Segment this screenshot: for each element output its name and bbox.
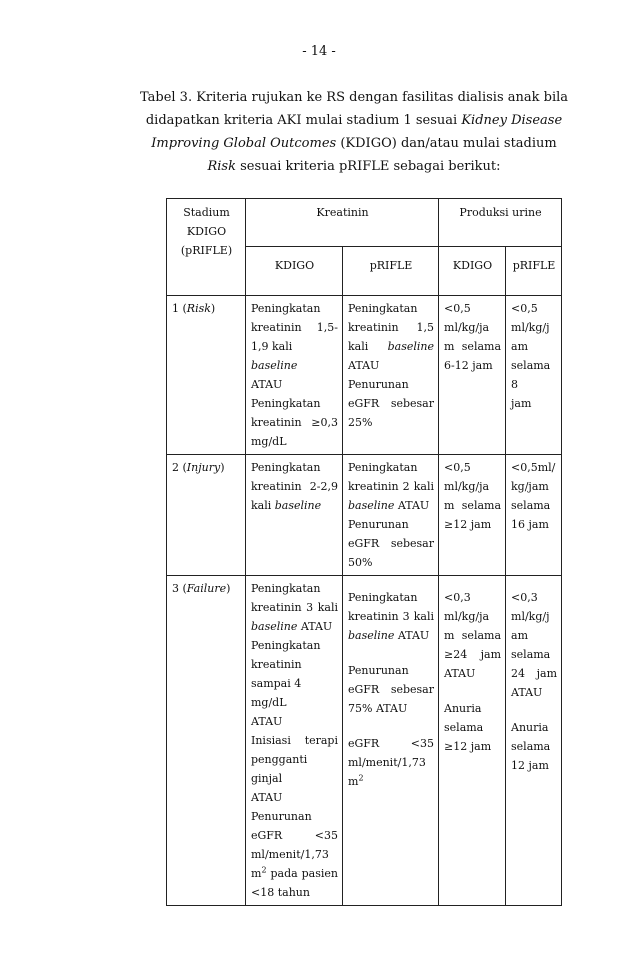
cell-text: ATAU bbox=[297, 620, 333, 633]
cell-line: Peningkatan bbox=[348, 302, 418, 315]
cell-line: m selama bbox=[444, 340, 502, 353]
header-kreatinin: Kreatinin bbox=[246, 199, 439, 247]
kdigo-kreatinin-cell bbox=[246, 296, 343, 455]
cell-line: 6-12 jam bbox=[444, 359, 493, 372]
stage-name: Risk bbox=[186, 302, 211, 315]
cell-line bbox=[348, 496, 434, 515]
cell-line: kg/jam bbox=[511, 480, 549, 493]
cell-line: ≥12 jam bbox=[444, 518, 492, 531]
stage-number: 1 ( bbox=[172, 302, 187, 315]
cell-text: ATAU bbox=[394, 629, 430, 642]
superscript-2: 2 bbox=[358, 773, 364, 783]
stage-number: 3 ( bbox=[172, 582, 187, 595]
cell-line: 16 jam bbox=[511, 518, 549, 531]
cell-line: jam bbox=[511, 397, 532, 410]
superscript-2: 2 bbox=[261, 865, 267, 875]
cell-line: <0,5 bbox=[444, 302, 471, 315]
cell-line: Peningkatan bbox=[251, 461, 321, 474]
spacer bbox=[444, 683, 501, 699]
unit-m: m bbox=[251, 867, 262, 880]
unit-m: m bbox=[348, 775, 359, 788]
cell-text: 1,9 kali bbox=[251, 340, 293, 353]
cell-line: Penurunan bbox=[348, 378, 409, 391]
cell-line: am bbox=[511, 340, 529, 353]
cell-line: ml/menit/1,73 bbox=[251, 848, 329, 861]
cell-line: 25% bbox=[348, 416, 373, 429]
cell-italic: baseline bbox=[348, 629, 395, 642]
cell-italic: baseline bbox=[251, 620, 298, 633]
table-row bbox=[167, 455, 562, 576]
cell-line: ATAU bbox=[444, 667, 476, 680]
prifle-urine-cell bbox=[506, 576, 562, 906]
cell-line: eGFR sebesar bbox=[348, 537, 435, 550]
header-stadium-line: Stadium bbox=[183, 206, 230, 219]
cell-line: Penurunan bbox=[348, 664, 409, 677]
stage-name: Failure bbox=[186, 582, 227, 595]
cell-line: m selama bbox=[444, 629, 502, 642]
cell-line: ml/menit/1,73 bbox=[348, 756, 426, 769]
cell-line: selama bbox=[511, 740, 551, 753]
stage-number: 2 ( bbox=[172, 461, 187, 474]
cell-line: selama bbox=[511, 648, 551, 661]
subheader-urine-kdigo: KDIGO bbox=[439, 247, 506, 296]
spacer bbox=[348, 645, 434, 661]
cell-line: ATAU bbox=[511, 686, 543, 699]
stage-cell bbox=[167, 455, 246, 576]
cell-text: kali bbox=[251, 499, 275, 512]
cell-line: ml/kg/ja bbox=[444, 610, 490, 623]
prifle-urine-cell bbox=[506, 455, 562, 576]
cell-line: ATAU bbox=[348, 359, 380, 372]
cell-line: kreatinin ≥0,3 bbox=[251, 416, 338, 429]
cell-line: <0,5ml/ bbox=[511, 461, 556, 474]
table-header-row bbox=[167, 199, 562, 247]
cell-line bbox=[348, 772, 434, 791]
cell-line: ml/kg/j bbox=[511, 321, 550, 334]
cell-line: eGFR sebesar bbox=[348, 683, 435, 696]
cell-line bbox=[251, 337, 338, 375]
criteria-table bbox=[166, 198, 562, 906]
cell-line: eGFR <35 bbox=[348, 737, 435, 750]
cell-line: kreatinin bbox=[251, 658, 302, 671]
cell-line: am bbox=[511, 629, 529, 642]
cell-line: <0,5 bbox=[444, 461, 471, 474]
cell-line: selama 8 bbox=[511, 359, 551, 391]
cell-line: Anuria bbox=[511, 721, 549, 734]
cell-italic: baseline bbox=[387, 340, 435, 353]
header-stadium-line: KDIGO bbox=[186, 225, 227, 238]
stage-cell bbox=[167, 576, 246, 906]
cell-line: ATAU bbox=[251, 715, 283, 728]
cell-line: m selama bbox=[444, 499, 502, 512]
cell-line: 75% ATAU bbox=[348, 702, 408, 715]
cell-line: 50% bbox=[348, 556, 373, 569]
caption-italic-kdigo: Kidney Disease Improving Global Outcomes bbox=[151, 113, 563, 151]
stage-close: ) bbox=[220, 461, 225, 474]
subheader-kreatinin-kdigo: KDIGO bbox=[246, 247, 343, 296]
cell-line: <0,3 bbox=[444, 591, 471, 604]
cell-text: ATAU bbox=[394, 499, 430, 512]
cell-line: kreatinin 2-2,9 bbox=[251, 480, 338, 493]
cell-line: ATAU bbox=[251, 791, 283, 804]
cell-line bbox=[251, 496, 338, 515]
cell-text: pada pasien bbox=[266, 867, 338, 880]
cell-line: Peningkatan bbox=[251, 302, 321, 315]
cell-line: Inisiasi terapi bbox=[251, 734, 338, 747]
prifle-kreatinin-cell bbox=[343, 576, 439, 906]
cell-line bbox=[251, 617, 338, 636]
cell-line: eGFR sebesar bbox=[348, 397, 435, 410]
header-stadium-line: (pRIFLE) bbox=[180, 244, 233, 257]
kdigo-urine-cell bbox=[439, 296, 506, 455]
cell-line: pengganti ginjal bbox=[251, 753, 308, 785]
cell-line: ml/kg/j bbox=[511, 610, 550, 623]
kdigo-urine-cell bbox=[439, 455, 506, 576]
stage-close: ) bbox=[210, 302, 216, 315]
cell-line: Peningkatan bbox=[251, 582, 321, 595]
cell-line: Anuria bbox=[444, 702, 482, 715]
spacer bbox=[348, 718, 434, 734]
cell-line bbox=[251, 864, 338, 883]
stage-name: Injury bbox=[186, 461, 221, 474]
stage-cell bbox=[167, 296, 246, 455]
subheader-urine-prifle: pRIFLE bbox=[506, 247, 562, 296]
cell-line: <0,3 bbox=[511, 591, 538, 604]
kdigo-kreatinin-cell bbox=[246, 455, 343, 576]
cell-line: Peningkatan bbox=[251, 397, 321, 410]
cell-line: <0,5 bbox=[511, 302, 538, 315]
cell-line: 24 jam bbox=[511, 667, 558, 680]
cell-text: kali bbox=[348, 340, 388, 353]
cell-italic: baseline bbox=[274, 499, 322, 512]
cell-line: Peningkatan bbox=[348, 591, 418, 604]
table-row bbox=[167, 576, 562, 906]
caption-text-2: (KDIGO) dan/atau mulai stadium bbox=[336, 136, 557, 151]
cell-line: Peningkatan bbox=[348, 461, 418, 474]
cell-line bbox=[348, 626, 434, 645]
cell-line: kreatinin 2 kali bbox=[348, 480, 435, 493]
cell-italic: baseline bbox=[348, 499, 395, 512]
header-produksi-urine: Produksi urine bbox=[439, 199, 562, 247]
prifle-kreatinin-cell bbox=[343, 296, 439, 455]
cell-line: Peningkatan bbox=[251, 639, 321, 652]
cell-line: 12 jam bbox=[511, 759, 549, 772]
cell-line: kreatinin 3 kali bbox=[251, 601, 338, 614]
cell-line: sampai 4 mg/dL bbox=[251, 677, 302, 709]
cell-line: Penurunan bbox=[348, 518, 409, 531]
header-stadium bbox=[167, 199, 246, 296]
subheader-kreatinin-prifle: pRIFLE bbox=[343, 247, 439, 296]
cell-line: ml/kg/ja bbox=[444, 321, 490, 334]
kdigo-kreatinin-cell bbox=[246, 576, 343, 906]
cell-line: ≥12 jam bbox=[444, 740, 492, 753]
cell-line: Penurunan bbox=[251, 810, 312, 823]
table-row bbox=[167, 296, 562, 455]
prifle-urine-cell bbox=[506, 296, 562, 455]
cell-line: ≥24 jam bbox=[444, 648, 502, 661]
cell-line: ml/kg/ja bbox=[444, 480, 490, 493]
cell-text bbox=[251, 867, 338, 880]
cell-line: mg/dL bbox=[251, 435, 287, 448]
spacer bbox=[511, 702, 557, 718]
caption-text-1: Tabel 3. Kriteria rujukan ke RS dengan fasilitas dialisis anak bila didapatkan kriteria AKI mulai stadium 1 sesuai bbox=[139, 90, 569, 128]
caption-italic-risk: Risk bbox=[207, 159, 236, 174]
cell-line: selama bbox=[511, 499, 551, 512]
cell-line: selama bbox=[444, 721, 484, 734]
kdigo-urine-cell bbox=[439, 576, 506, 906]
cell-italic: baseline bbox=[251, 359, 298, 372]
caption-text-3: sesuai kriteria pRIFLE sebagai berikut: bbox=[235, 159, 501, 174]
page-number: - 14 - bbox=[302, 44, 336, 59]
stage-close: ) bbox=[226, 582, 231, 595]
table-caption bbox=[138, 86, 570, 178]
cell-line: <18 tahun bbox=[251, 886, 310, 899]
cell-line: kreatinin 1,5- bbox=[251, 321, 338, 334]
cell-line: eGFR <35 bbox=[251, 829, 338, 842]
cell-line: kreatinin 3 kali bbox=[348, 610, 435, 623]
prifle-kreatinin-cell bbox=[343, 455, 439, 576]
cell-line bbox=[348, 337, 434, 356]
cell-line: ATAU bbox=[251, 378, 283, 391]
cell-line: kreatinin 1,5 bbox=[348, 321, 435, 334]
